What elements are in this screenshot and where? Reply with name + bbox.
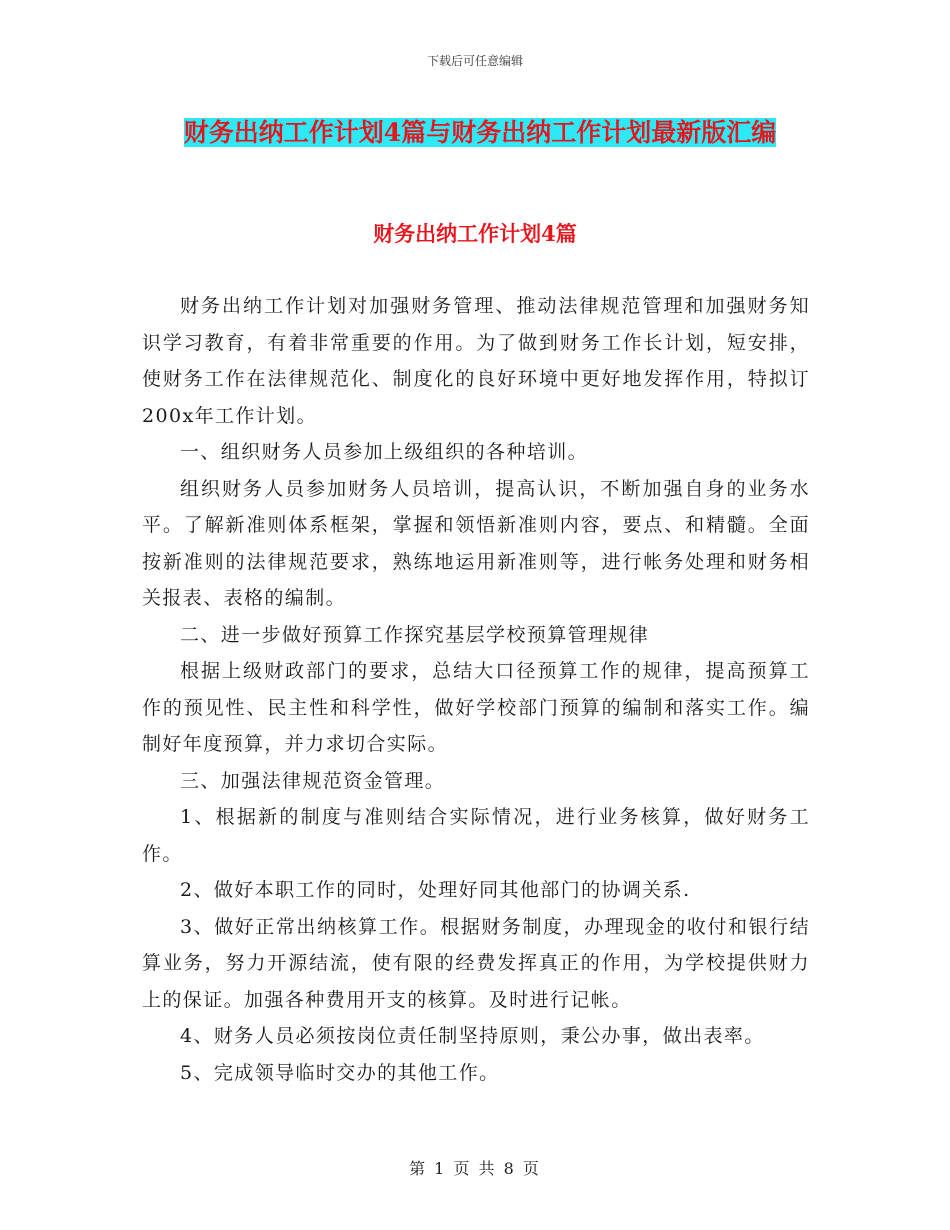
paragraph: 2、做好本职工作的同时，处理好同其他部门的协调关系. — [180, 879, 691, 901]
paragraph: 一、组织财务人员参加上级组织的各种培训。 — [180, 441, 589, 463]
section-title: 财务出纳工作计划4篇 — [373, 221, 577, 246]
paragraph: 4、财务人员必须按岗位责任制坚持原则，秉公办事，做出表率。 — [180, 1025, 765, 1047]
paragraph: 三、加强法律规范资金管理。 — [180, 769, 446, 792]
page-footer: 第 1 页 共 8 页 — [409, 1159, 541, 1178]
paragraph: 5、完成领导临时交办的其他工作。 — [180, 1061, 500, 1084]
header-note: 下载后可任意编辑 — [426, 54, 523, 68]
paragraph: 财务出纳工作计划对加强财务管理、推动法律规范管理和加强财务知识学习教育，有着非常重要的作用。为了做到财务工作长计划，短安排，使财务工作在法律规范化、制度化的良好环境中更好地发挥作用，特拟订200x年工作计划。 — [142, 295, 810, 427]
paragraph: 二、进一步做好预算工作探究基层学校预算管理规律 — [180, 623, 650, 646]
paragraph: 3、做好正常出纳核算工作。根据财务制度，办理现金的收付和银行结算业务，努力开源结流，使有限的经费发挥真正的作用，为学校提供财力上的保证。加强各种费用开支的核算。及时进行记帐。 — [142, 915, 810, 1011]
document-title-text: 财务出纳工作计划4篇与财务出纳工作计划最新版汇编 — [183, 118, 777, 147]
document-title — [150, 110, 810, 156]
paragraph: 1、根据新的制度与准则结合实际情况，进行业务核算，做好财务工作。 — [142, 806, 810, 865]
document-body — [142, 288, 810, 1091]
paragraph: 组织财务人员参加财务人员培训，提高认识，不断加强自身的业务水平。了解新准则体系框架，掌握和领悟新准则内容，要点、和精髓。全面按新准则的法律规范要求，熟练地运用新准则等，进行帐务处理和财务相关报表、表格的编制。 — [142, 477, 810, 609]
paragraph: 根据上级财政部门的要求，总结大口径预算工作的规律，提高预算工作的预见性、民主性和科学性，做好学校部门预算的编制和落实工作。编制好年度预算，并力求切合实际。 — [142, 660, 810, 755]
